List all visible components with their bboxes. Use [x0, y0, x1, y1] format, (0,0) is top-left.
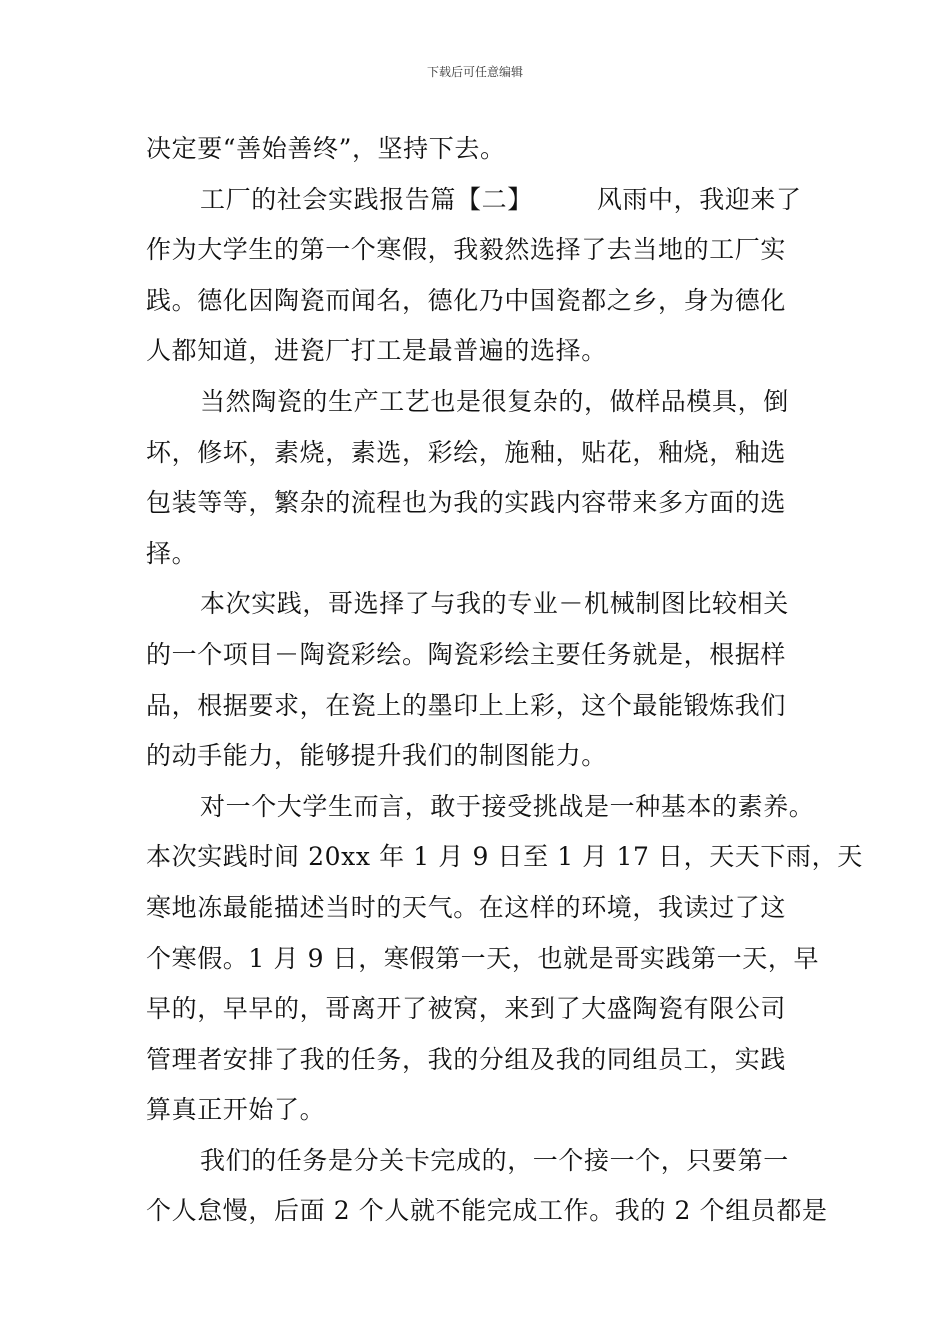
text-line: 践。德化因陶瓷而闻名，德化乃中国瓷都之乡，身为德化 [146, 285, 787, 315]
section-heading: 工厂的社会实践报告篇【二】 [200, 184, 533, 214]
text-line: 算真正开始了。 [146, 1095, 326, 1125]
text-line: 个寒假。1 月 9 日，寒假第一天，也就是哥实践第一天，早 [146, 943, 820, 973]
text-line: 包装等等，繁杂的流程也为我的实践内容带来多方面的选 [146, 488, 787, 518]
text-line: 品，根据要求，在瓷上的墨印上上彩，这个最能锻炼我们 [146, 690, 787, 720]
text-line: 本次实践，哥选择了与我的专业－机械制图比较相关 [200, 589, 789, 619]
section-heading-line [146, 175, 810, 226]
text-line: 作为大学生的第一个寒假，我毅然选择了去当地的工厂实 [146, 235, 787, 265]
text-line: 的一个项目－陶瓷彩绘。陶瓷彩绘主要任务就是，根据样 [146, 639, 787, 669]
text-line: 的动手能力，能够提升我们的制图能力。 [146, 741, 607, 771]
text-line: 个人怠慢，后面 2 个人就不能完成工作。我的 2 个组员都是 [146, 1196, 828, 1226]
document-body [146, 124, 863, 1237]
page-header: 下载后可任意编辑 [426, 65, 523, 79]
text-line: 择。 [146, 538, 198, 568]
text-line: 对一个大学生而言，敢于接受挑战是一种基本的素养。 [200, 791, 815, 821]
text-line: 坏，修坏，素烧，素选，彩绘，施釉，贴花，釉烧，釉选 [146, 437, 787, 467]
text-line: 管理者安排了我的任务，我的分组及我的同组员工，实践 [146, 1044, 787, 1074]
text-line: 决定要“善始善终”，坚持下去。 [146, 134, 506, 163]
text-line: 早的，早早的，哥离开了被窝，来到了大盛陶瓷有限公司 [146, 994, 787, 1024]
text-line: 当然陶瓷的生产工艺也是很复杂的，做样品模具，倒 [200, 386, 789, 416]
text-line: 人都知道，进瓷厂打工是最普遍的选择。 [146, 336, 607, 366]
text-line: 本次实践时间 20xx 年 1 月 9 日至 1 月 17 日，天天下雨，天 [146, 842, 863, 872]
text-line: 寒地冻最能描述当时的天气。在这样的环境，我读过了这 [146, 892, 787, 922]
text-fragment: 风雨中，我迎来了 [596, 184, 802, 214]
text-line: 我们的任务是分关卡完成的，一个接一个，只要第一 [200, 1145, 789, 1175]
